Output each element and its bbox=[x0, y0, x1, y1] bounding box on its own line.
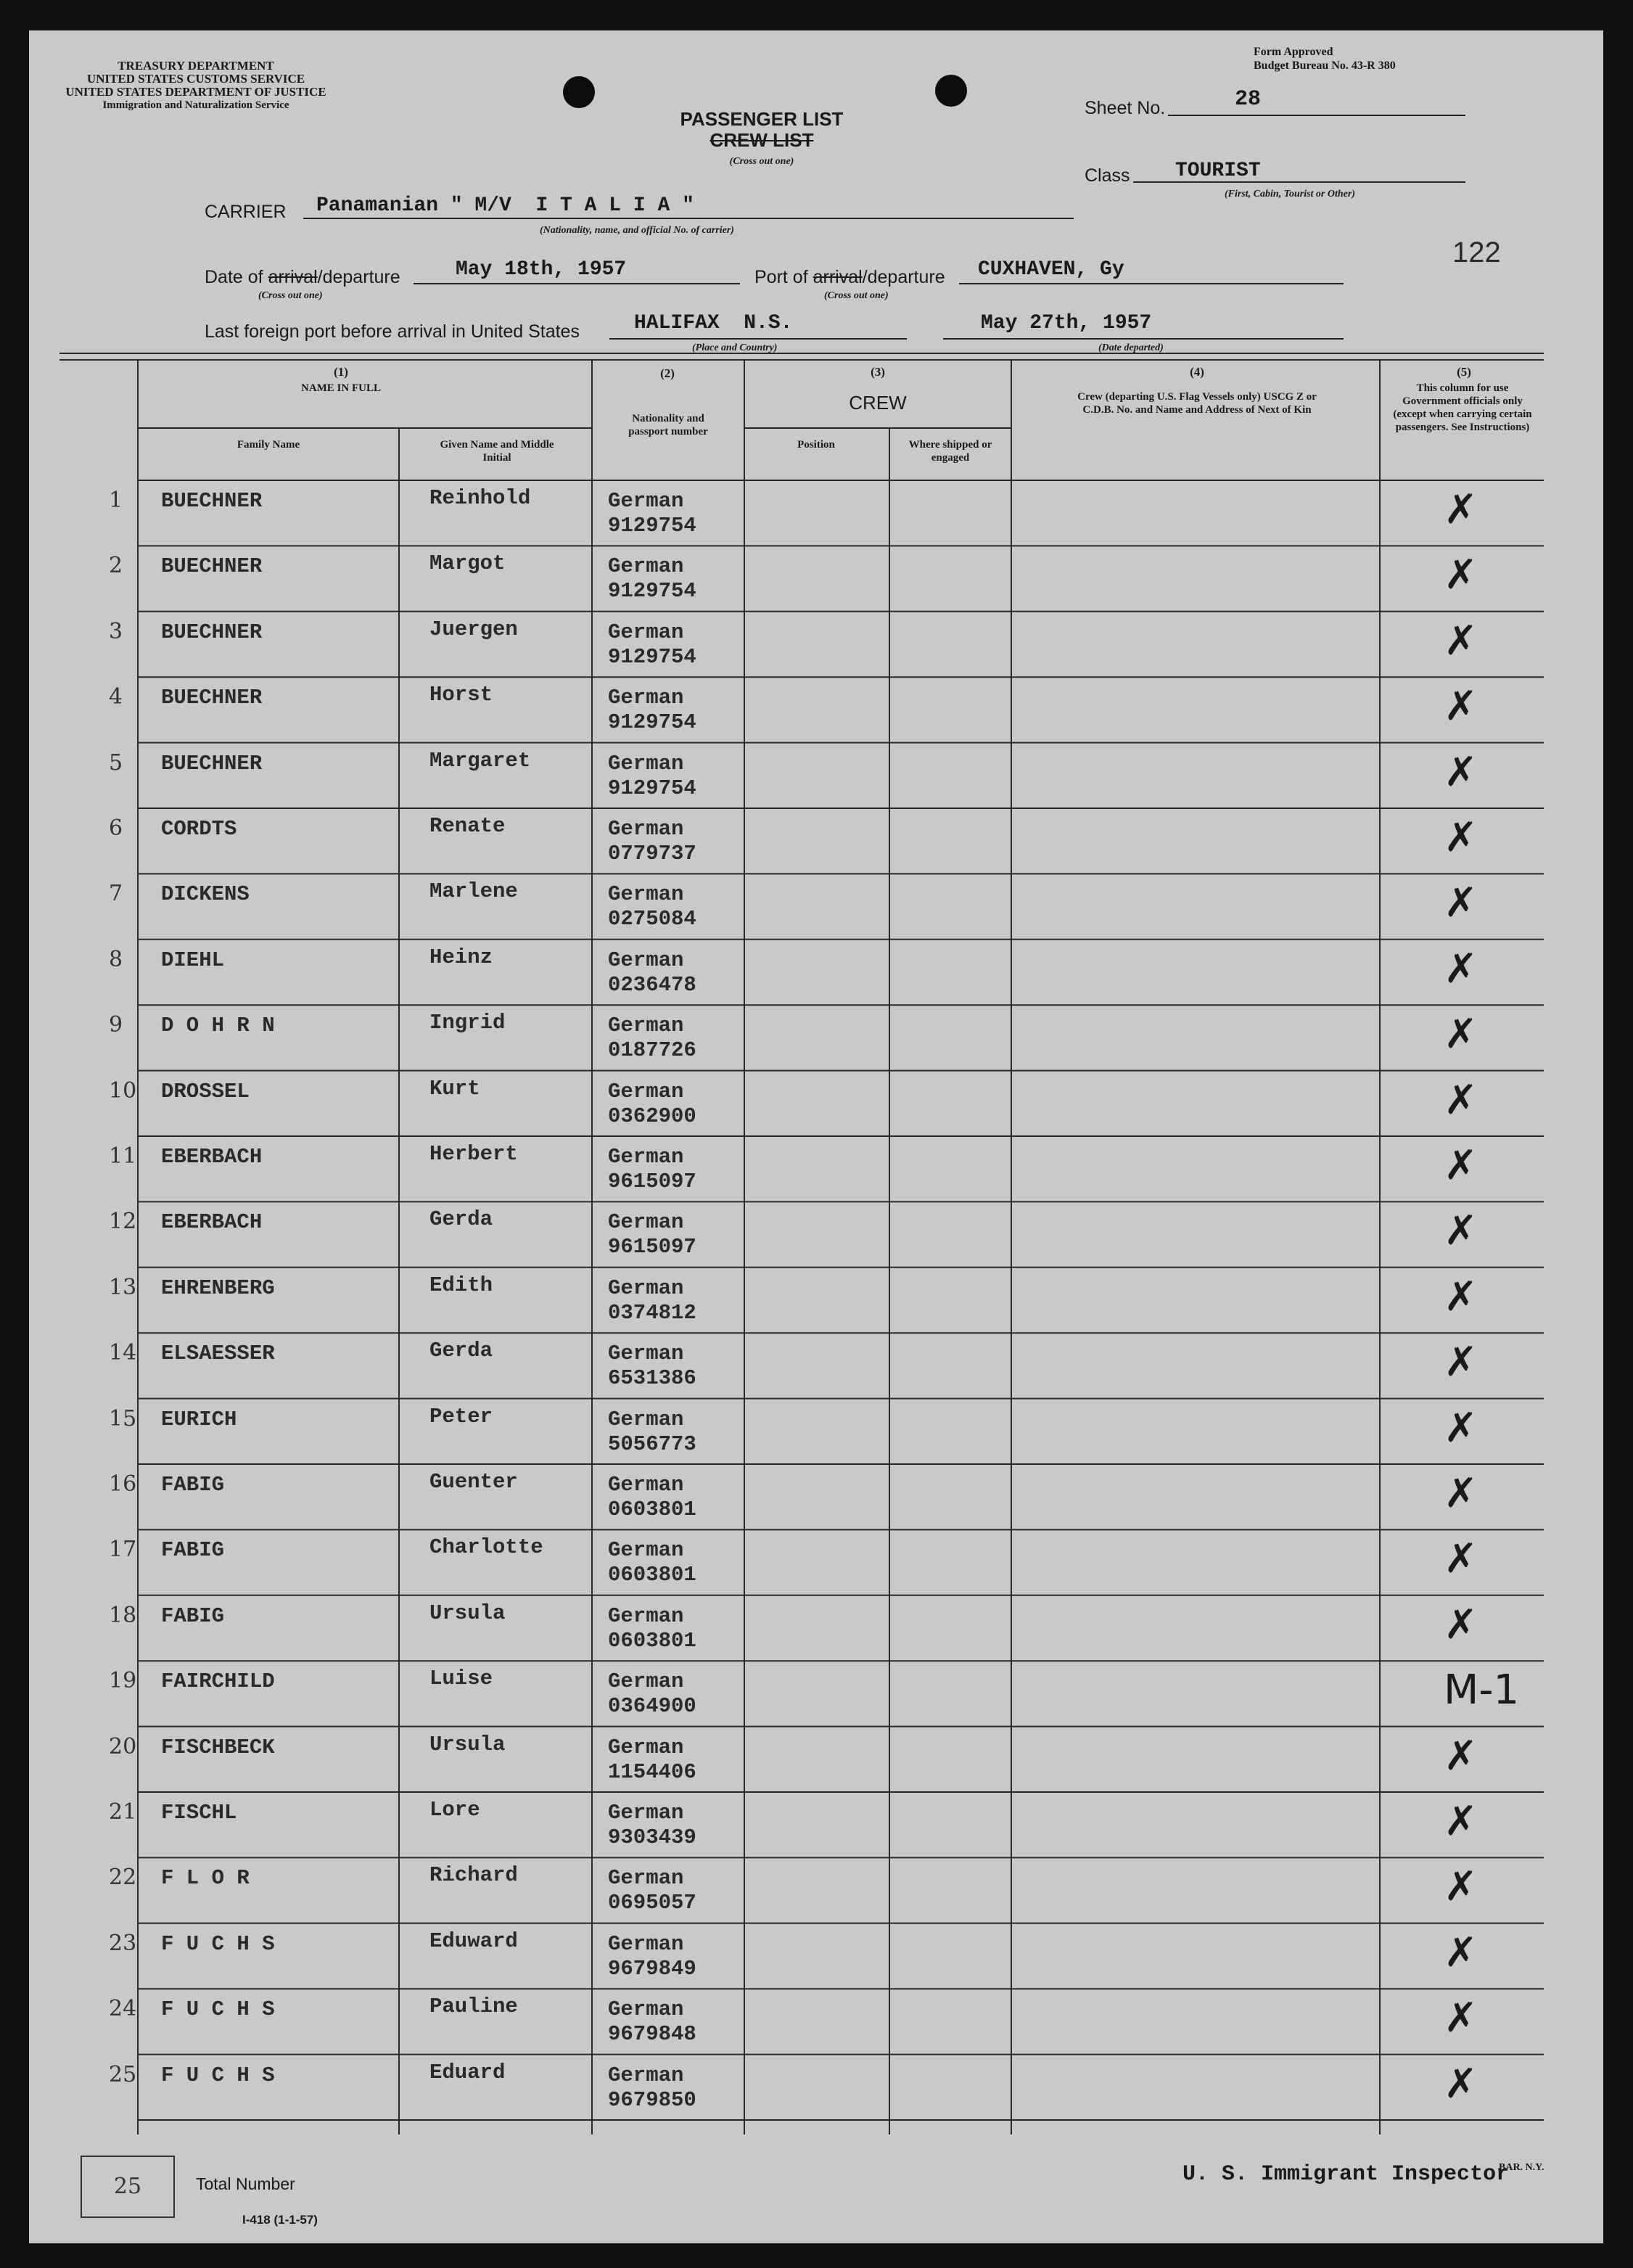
given-name: Edith bbox=[429, 1273, 493, 1297]
table-row bbox=[0, 480, 1633, 546]
table-row bbox=[0, 1399, 1633, 1464]
official-mark: ✗ bbox=[1444, 879, 1478, 927]
given-name: Richard bbox=[429, 1863, 518, 1888]
family-name: F L O R bbox=[161, 1866, 250, 1891]
nationality: German bbox=[608, 554, 684, 579]
official-mark: ✗ bbox=[1444, 945, 1478, 993]
row-number: 18 bbox=[109, 1602, 137, 1628]
given-name: Margaret bbox=[429, 748, 531, 773]
table-row bbox=[0, 612, 1633, 677]
given-name: Gerda bbox=[429, 1207, 493, 1232]
passport-number: 0603801 bbox=[608, 1497, 696, 1521]
date-note: (Cross out one) bbox=[258, 290, 323, 301]
nationality: German bbox=[608, 1407, 684, 1431]
col5-title: This column for use Government officials only (except when carrying certain passengers. See Instructions) bbox=[1393, 382, 1532, 433]
passport-number: 9129754 bbox=[608, 514, 696, 538]
family-name: EHRENBERG bbox=[161, 1275, 275, 1300]
table-row bbox=[0, 546, 1633, 611]
col4-title: Crew (departing U.S. Flag Vessels only) USCG Z or C.D.B. No. and Name and Address of Next of Kin bbox=[1077, 391, 1317, 416]
col3-title: CREW bbox=[849, 392, 907, 414]
family-name: DROSSEL bbox=[161, 1079, 250, 1104]
official-mark: ✗ bbox=[1444, 1732, 1478, 1780]
given-name: Renate bbox=[429, 814, 506, 838]
date-value: May 18th, 1957 bbox=[456, 258, 627, 281]
inspector-stamp: BAR. N.Y. bbox=[1499, 2162, 1544, 2173]
col3-position-header: Position bbox=[797, 439, 835, 451]
col2-title: Nationality and passport number bbox=[628, 413, 708, 437]
row-number: 25 bbox=[109, 2061, 137, 2087]
total-label: Total Number bbox=[196, 2174, 295, 2193]
official-mark: ✗ bbox=[1444, 486, 1478, 533]
official-mark: ✗ bbox=[1444, 1011, 1478, 1059]
official-mark: ✗ bbox=[1444, 2060, 1478, 2108]
date-label-suffix: /departure bbox=[317, 267, 400, 287]
given-name: Lore bbox=[429, 1798, 480, 1822]
given-name: Ursula bbox=[429, 1732, 506, 1757]
table-row bbox=[0, 808, 1633, 874]
official-mark: ✗ bbox=[1444, 1994, 1478, 2042]
class-label: Class bbox=[1085, 165, 1130, 186]
last-port-date-value: May 27th, 1957 bbox=[981, 312, 1152, 334]
table-row bbox=[0, 1333, 1633, 1398]
given-name: Margot bbox=[429, 551, 506, 576]
family-name: FABIG bbox=[161, 1603, 225, 1628]
official-mark: ✗ bbox=[1444, 1535, 1478, 1583]
agency-line-2: UNITED STATES CUSTOMS SERVICE bbox=[86, 72, 305, 86]
date-label-struck: arrival bbox=[268, 267, 318, 287]
given-name: Horst bbox=[429, 683, 493, 707]
given-name: Charlotte bbox=[429, 1535, 543, 1560]
family-name: BUECHNER bbox=[161, 751, 263, 776]
given-name: Eduward bbox=[429, 1928, 518, 1953]
last-port-value: HALIFAX N.S. bbox=[634, 312, 793, 334]
last-port-date-note: (Date departed) bbox=[1098, 342, 1164, 353]
table-row bbox=[0, 1792, 1633, 1857]
sheet-value: 28 bbox=[1235, 87, 1262, 112]
table-row bbox=[0, 1201, 1633, 1267]
nationality: German bbox=[608, 1342, 684, 1366]
col1-given-header: Given Name and Middle Initial bbox=[440, 439, 554, 464]
official-mark: ✗ bbox=[1444, 1076, 1478, 1124]
passport-number: 0603801 bbox=[608, 1563, 696, 1587]
family-name: EBERBACH bbox=[161, 1145, 263, 1169]
family-name: BUECHNER bbox=[161, 620, 263, 644]
row-number: 5 bbox=[109, 749, 123, 776]
nationality: German bbox=[608, 2063, 684, 2087]
nationality: German bbox=[608, 1210, 684, 1235]
given-name: Ursula bbox=[429, 1601, 506, 1625]
nationality: German bbox=[608, 1275, 684, 1300]
family-name: EURICH bbox=[161, 1407, 237, 1431]
family-name: F U C H S bbox=[161, 2063, 275, 2087]
family-name: FISCHBECK bbox=[161, 1735, 275, 1759]
family-name: F U C H S bbox=[161, 1997, 275, 2022]
carrier-value: Panamanian " M/V I T A L I A " bbox=[316, 194, 694, 217]
family-name: FABIG bbox=[161, 1538, 225, 1563]
official-mark: ✗ bbox=[1444, 1470, 1478, 1517]
family-name: BUECHNER bbox=[161, 686, 263, 710]
last-port-note: (Place and Country) bbox=[692, 342, 778, 353]
passport-number: 0362900 bbox=[608, 1104, 696, 1128]
row-number: 23 bbox=[109, 1930, 137, 1956]
row-number: 11 bbox=[109, 1143, 137, 1169]
family-name: DICKENS bbox=[161, 882, 250, 907]
official-mark: ✗ bbox=[1444, 617, 1478, 665]
row-number: 8 bbox=[109, 946, 123, 972]
official-mark: ✗ bbox=[1444, 1339, 1478, 1386]
official-mark: ✗ bbox=[1444, 1798, 1478, 1845]
passport-number: 5056773 bbox=[608, 1431, 696, 1456]
official-mark: ✗ bbox=[1444, 551, 1478, 599]
passport-number: 9129754 bbox=[608, 710, 696, 735]
official-mark: ✗ bbox=[1444, 683, 1478, 731]
row-number: 2 bbox=[109, 553, 123, 579]
row-number: 24 bbox=[109, 1996, 137, 2022]
table-row bbox=[0, 874, 1633, 939]
agency-line-1: TREASURY DEPARTMENT bbox=[118, 59, 274, 73]
port-label-struck: arrival bbox=[813, 267, 863, 287]
official-mark: ✗ bbox=[1444, 748, 1478, 796]
row-number: 1 bbox=[109, 488, 123, 513]
family-name: EBERBACH bbox=[161, 1210, 263, 1235]
form-approved-line-1: Form Approved bbox=[1254, 46, 1333, 58]
row-number: 6 bbox=[109, 815, 123, 841]
given-name: Herbert bbox=[429, 1142, 518, 1166]
passport-number: 0275084 bbox=[608, 907, 696, 932]
family-name: CORDTS bbox=[161, 817, 237, 841]
family-name: BUECHNER bbox=[161, 489, 263, 513]
nationality: German bbox=[608, 1079, 684, 1104]
passport-number: 9679848 bbox=[608, 2022, 696, 2047]
col3-number: (3) bbox=[871, 365, 885, 379]
given-name: Pauline bbox=[429, 1994, 518, 2019]
passport-number: 9129754 bbox=[608, 644, 696, 669]
official-mark: ✗ bbox=[1444, 1928, 1478, 1976]
nationality: German bbox=[608, 1603, 684, 1628]
passport-number: 6531386 bbox=[608, 1366, 696, 1391]
passport-number: 0695057 bbox=[608, 1891, 696, 1915]
nationality: German bbox=[608, 620, 684, 644]
col3-where-header: Where shipped or engaged bbox=[908, 439, 992, 464]
agency-line-3: UNITED STATES DEPARTMENT OF JUSTICE bbox=[65, 85, 326, 99]
passport-number: 0779737 bbox=[608, 842, 696, 866]
nationality: German bbox=[608, 751, 684, 776]
passport-number: 0187726 bbox=[608, 1038, 696, 1063]
given-name: Reinhold bbox=[429, 486, 531, 510]
official-mark: ✗ bbox=[1444, 1863, 1478, 1911]
table-row bbox=[0, 2055, 1633, 2120]
port-label-prefix: Port of bbox=[754, 267, 813, 287]
form-approved-line-2: Budget Bureau No. 43-R 380 bbox=[1254, 59, 1396, 72]
official-mark: M-1 bbox=[1444, 1667, 1520, 1714]
row-number: 10 bbox=[109, 1077, 137, 1104]
last-port-label: Last foreign port before arrival in United States bbox=[205, 321, 580, 342]
port-note: (Cross out one) bbox=[824, 290, 889, 301]
passport-number: 9129754 bbox=[608, 579, 696, 604]
row-number: 14 bbox=[109, 1340, 137, 1366]
port-label-suffix: /departure bbox=[862, 267, 945, 287]
title-cross-out-note: (Cross out one) bbox=[729, 156, 794, 167]
nationality: German bbox=[608, 489, 684, 513]
given-name: Gerda bbox=[429, 1339, 493, 1363]
family-name: FABIG bbox=[161, 1473, 225, 1497]
class-note: (First, Cabin, Tourist or Other) bbox=[1225, 189, 1355, 200]
passport-number: 9679850 bbox=[608, 2087, 696, 2112]
col1-family-header: Family Name bbox=[236, 439, 300, 451]
nationality: German bbox=[608, 1014, 684, 1038]
class-value: TOURIST bbox=[1175, 160, 1261, 182]
table-row bbox=[0, 1267, 1633, 1333]
official-mark: ✗ bbox=[1444, 814, 1478, 861]
official-mark: ✗ bbox=[1444, 1207, 1478, 1255]
row-number: 17 bbox=[109, 1537, 137, 1563]
row-number: 4 bbox=[109, 684, 123, 710]
nationality: German bbox=[608, 882, 684, 907]
family-name: FISCHL bbox=[161, 1801, 237, 1825]
official-mark: ✗ bbox=[1444, 1404, 1478, 1452]
nationality: German bbox=[608, 1669, 684, 1694]
passport-number: 9615097 bbox=[608, 1170, 696, 1193]
family-name: ELSAESSER bbox=[161, 1342, 275, 1366]
stamp-number: 122 bbox=[1452, 237, 1501, 268]
carrier-label: CARRIER bbox=[205, 202, 287, 222]
row-number: 13 bbox=[109, 1274, 137, 1300]
table-row bbox=[0, 1529, 1633, 1595]
nationality: German bbox=[608, 1866, 684, 1891]
official-mark: ✗ bbox=[1444, 1142, 1478, 1189]
carrier-note: (Nationality, name, and official No. of carrier) bbox=[540, 225, 734, 236]
nationality: German bbox=[608, 1473, 684, 1497]
given-name: Eduard bbox=[429, 2060, 506, 2084]
nationality: German bbox=[608, 817, 684, 841]
table-row bbox=[0, 743, 1633, 808]
given-name: Heinz bbox=[429, 945, 493, 969]
given-name: Ingrid bbox=[429, 1011, 506, 1035]
table-row bbox=[0, 1071, 1633, 1136]
sheet-label: Sheet No. bbox=[1085, 98, 1166, 118]
table-row bbox=[0, 1464, 1633, 1529]
row-number: 21 bbox=[109, 1799, 137, 1825]
nationality: German bbox=[608, 1801, 684, 1825]
given-name: Kurt bbox=[429, 1076, 480, 1101]
table-row bbox=[0, 1923, 1633, 1989]
given-name: Guenter bbox=[429, 1470, 518, 1494]
row-number: 19 bbox=[109, 1668, 137, 1694]
col1-number: (1) bbox=[334, 365, 348, 379]
given-name: Luise bbox=[429, 1667, 493, 1691]
row-number: 22 bbox=[109, 1865, 137, 1891]
col5-number: (5) bbox=[1457, 365, 1471, 379]
given-name: Juergen bbox=[429, 617, 518, 641]
col1-title: NAME IN FULL bbox=[300, 382, 381, 394]
family-name: F U C H S bbox=[161, 1931, 275, 1956]
official-mark: ✗ bbox=[1444, 1601, 1478, 1648]
passport-number: 9679849 bbox=[608, 1956, 696, 1981]
row-number: 7 bbox=[109, 881, 123, 907]
row-number: 9 bbox=[109, 1012, 123, 1038]
row-number: 3 bbox=[109, 618, 123, 644]
passport-number: 0236478 bbox=[608, 972, 696, 997]
given-name: Marlene bbox=[429, 879, 518, 904]
passport-number: 1154406 bbox=[608, 1759, 696, 1784]
col2-number: (2) bbox=[660, 366, 675, 380]
row-number: 15 bbox=[109, 1405, 137, 1431]
table-row bbox=[0, 1857, 1633, 1923]
crew-list-title: CREW LIST bbox=[709, 129, 814, 151]
form-code: I-418 (1-1-57) bbox=[242, 2213, 318, 2227]
port-value: CUXHAVEN, Gy bbox=[978, 258, 1124, 281]
passport-number: 0364900 bbox=[608, 1694, 696, 1719]
passport-number: 9615097 bbox=[608, 1235, 696, 1260]
passport-number: 9303439 bbox=[608, 1825, 696, 1849]
total-value: 25 bbox=[113, 2174, 142, 2199]
agency-line-4: Immigration and Naturalization Service bbox=[102, 99, 289, 111]
nationality: German bbox=[608, 1538, 684, 1563]
row-number: 20 bbox=[109, 1733, 137, 1759]
nationality: German bbox=[608, 1735, 684, 1759]
family-name: FAIRCHILD bbox=[161, 1669, 275, 1694]
row-number: 16 bbox=[109, 1471, 137, 1497]
nationality: German bbox=[608, 1931, 684, 1956]
table-row bbox=[0, 1136, 1633, 1201]
table-row bbox=[0, 1595, 1633, 1661]
official-mark: ✗ bbox=[1444, 1273, 1478, 1320]
date-label-prefix: Date of bbox=[205, 267, 268, 287]
table-row bbox=[0, 677, 1633, 742]
inspector-label: U. S. Immigrant Inspector bbox=[1182, 2162, 1510, 2187]
nationality: German bbox=[608, 1145, 684, 1169]
table-row bbox=[0, 1989, 1633, 2054]
nationality: German bbox=[608, 948, 684, 972]
table-row bbox=[0, 1005, 1633, 1070]
passport-number: 0603801 bbox=[608, 1628, 696, 1653]
family-name: D O H R N bbox=[161, 1014, 275, 1038]
nationality: German bbox=[608, 686, 684, 710]
table-row bbox=[0, 940, 1633, 1005]
passport-number: 0374812 bbox=[608, 1300, 696, 1325]
family-name: DIEHL bbox=[161, 948, 225, 972]
nationality: German bbox=[608, 1997, 684, 2022]
given-name: Peter bbox=[429, 1404, 493, 1429]
row-number: 12 bbox=[109, 1209, 137, 1235]
table-row bbox=[0, 1727, 1633, 1792]
passenger-list-title: PASSENGER LIST bbox=[680, 108, 844, 130]
col4-number: (4) bbox=[1190, 365, 1204, 379]
passport-number: 9129754 bbox=[608, 776, 696, 800]
family-name: BUECHNER bbox=[161, 554, 263, 579]
table-row bbox=[0, 1661, 1633, 1726]
